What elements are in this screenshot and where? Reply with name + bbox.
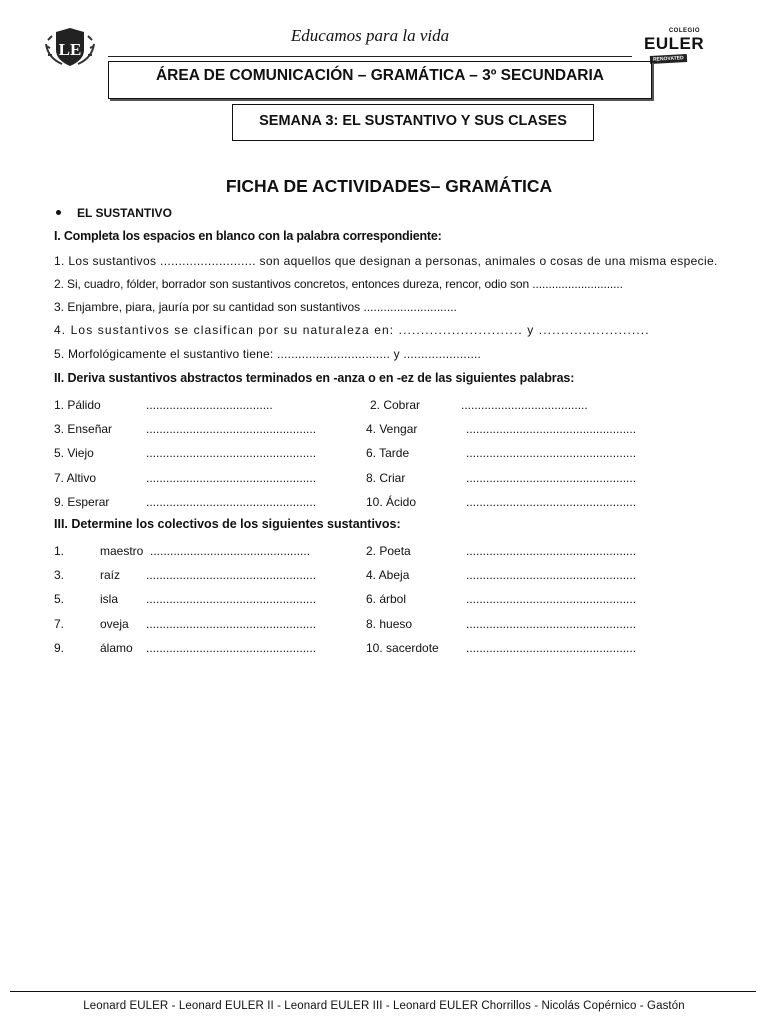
answer-blank[interactable]: ................................................... [146,446,317,460]
word-label: 4. Abeja [366,568,410,582]
answer-blank[interactable]: ................................................... [466,471,637,485]
answer-blank[interactable]: ................................................... [146,471,317,485]
word-label: 8. Criar [366,471,406,485]
answer-blank[interactable]: ................................................... [466,446,637,460]
section-1-item: 1. Los sustantivos .......................... son aquellos que designan a personas, animales o cosas de una misma especie. [54,254,718,268]
topic-bullet [56,206,172,220]
answer-blank[interactable]: ...................................... [461,398,588,412]
answer-blank[interactable]: ................................................... [466,495,637,509]
item-number: 9. [54,641,65,655]
answer-blank[interactable]: ................................................... [146,495,317,509]
section-1-item: 2. Si, cuadro, fólder, borrador son sustantivos concretos, entonces dureza, rencor, odio son ............................ [54,277,623,291]
word-label: 4. Vengar [366,422,418,436]
week-title-box: SEMANA 3: EL SUSTANTIVO Y SUS CLASES [232,104,594,141]
answer-blank[interactable]: ................................................... [466,641,637,655]
answer-blank[interactable]: ................................................... [466,592,637,606]
answer-blank[interactable]: ................................................... [146,592,317,606]
word-label: raíz [100,568,121,582]
word-label: 8. hueso [366,617,413,631]
word-label: oveja [100,617,129,631]
footer-rule [10,991,756,992]
word-label: 7. Altivo [54,471,97,485]
word-label: 3. Enseñar [54,422,113,436]
answer-blank[interactable]: ................................................... [146,422,317,436]
answer-blank[interactable]: ................................................... [146,568,317,582]
school-motto: Educamos para la vida [290,26,450,45]
answer-blank[interactable]: ................................................... [146,617,317,631]
answer-blank[interactable]: ................................................ [150,544,311,558]
item-number: 3. [54,568,65,582]
word-label: 6. árbol [366,592,407,606]
logo-renovated-text: RENOVATED [650,54,687,64]
section-1-item: 5. Morfológicamente el sustantivo tiene: ................................ y ...................... [54,347,482,361]
item-number: 5. [54,592,65,606]
section-3-heading: III. Determine los colectivos de los siguientes sustantivos: [54,517,401,531]
item-number: 7. [54,617,65,631]
topic-label: EL SUSTANTIVO [77,206,172,220]
section-1-item: 4. Los sustantivos se clasifican por su naturaleza en: ............................ y ......................... [54,323,650,337]
footer-school-list: Leonard EULER - Leonard EULER II - Leonard EULER III - Leonard EULER Chorrillos - Nicolás Copérnico - Gastón [83,1000,685,1012]
word-label: 10. sacerdote [366,641,439,655]
section-1-heading: I. Completa los espacios en blanco con la palabra correspondiente: [54,229,442,243]
section-2-heading: II. Deriva sustantivos abstractos terminados en -anza o en -ez de las siguientes palabras: [54,371,575,385]
word-label: isla [100,592,119,606]
answer-blank[interactable]: ................................................... [466,544,637,558]
school-logo-left [42,24,98,68]
word-label: álamo [100,641,133,655]
word-label: 10. Ácido [366,495,417,509]
item-number: 1. [54,544,65,558]
answer-blank[interactable]: ................................................... [146,641,317,655]
word-label: 2. Cobrar [370,398,421,412]
logo-euler-text: EULER [644,34,705,53]
word-label: maestro [100,544,144,558]
area-title-box: ÁREA DE COMUNICACIÓN – GRAMÁTICA – 3º SECUNDARIA [108,61,652,99]
answer-blank[interactable]: ................................................... [466,422,637,436]
word-label: 2. Poeta [366,544,411,558]
sheet-title: FICHA DE ACTIVIDADES– GRAMÁTICA [225,176,553,196]
logo-colegio-text: COLEGIO [668,28,700,34]
word-label: 5. Viejo [54,446,94,460]
word-label: 9. Esperar [54,495,110,509]
bullet-icon [56,210,61,215]
word-label: 6. Tarde [366,446,410,460]
answer-blank[interactable]: ...................................... [146,398,273,412]
section-1-item: 3. Enjambre, piara, jauría por su cantidad son sustantivos ............................ [54,300,457,314]
school-logo-right [640,22,706,66]
svg-text:LE: LE [58,40,82,59]
answer-blank[interactable]: ................................................... [466,617,637,631]
answer-blank[interactable]: ................................................... [466,568,637,582]
word-label: 1. Pálido [54,398,101,412]
header-rule [108,56,632,57]
